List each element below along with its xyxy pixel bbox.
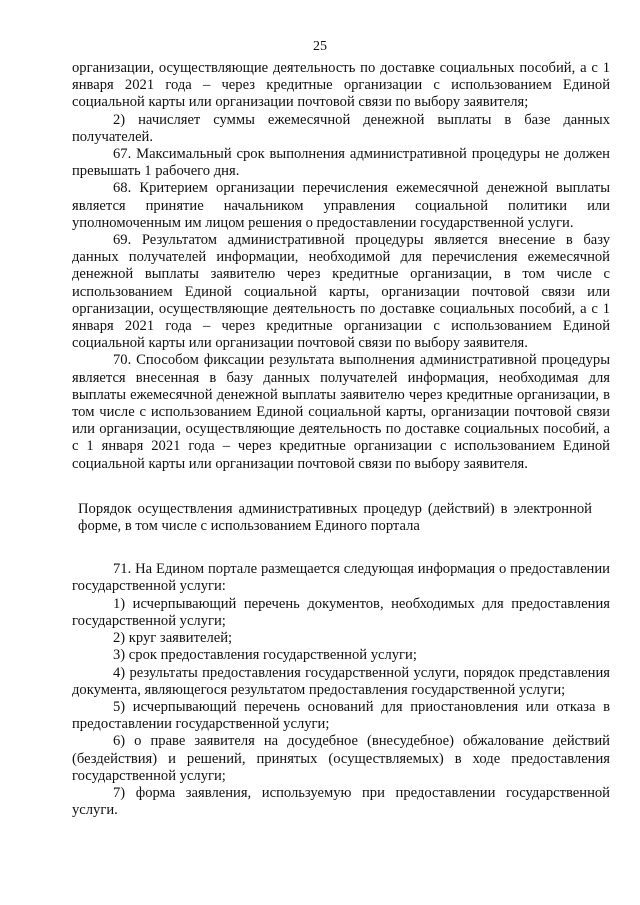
paragraph-67: 67. Максимальный срок выполнения административной процедуры не должен превышать 1 рабочего дня. xyxy=(72,146,610,180)
paragraph-68: 68. Критерием организации перечисления ежемесячной денежной выплаты является принятие начальником управления социальной политики или уполномоченным им лицом решения о предоставлении государственной услуги. xyxy=(72,180,610,231)
list-item-3: 3) срок предоставления государственной услуги; xyxy=(113,647,417,664)
paragraph-71: 71. На Едином портале размещается следующая информация о предоставлении государственной услуги: xyxy=(72,561,610,595)
list-item-1: 1) исчерпывающий перечень документов, необходимых для предоставления государственной услуги; xyxy=(72,595,610,629)
document-body xyxy=(72,60,610,819)
paragraph-continuation: организации, осуществляющие деятельность по доставке социальных пособий, а с 1 января 2021 года – через кредитные организации с использованием Единой социальной карты или организации почтовой связи по выбору заявителя; xyxy=(72,60,610,111)
paragraph-item-2: 2) начисляет суммы ежемесячной денежной выплаты в базе данных получателей. xyxy=(72,111,610,145)
list-item-2: 2) круг заявителей; xyxy=(113,630,233,647)
list-item-4: 4) результаты предоставления государственной услуги, порядок представления документа, являющегося результатом предоставления государственной услуги; xyxy=(72,664,610,698)
section-title: Порядок осуществления административных процедур (действий) в электронной форме, в том числе с использованием Единого портала xyxy=(78,500,592,535)
paragraph-69: 69. Результатом административной процедуры является внесение в базу данных получателей информации, необходимой для перечисления ежемесячной денежной выплаты заявителю через кредитные организации, в том числе с использованием Единой социальной карты, организации почтовой связи или организации, осуществляющие деятельность по доставке социальных пособий, а с 1 января 2021 года – через кредитные организации с использованием Единой социальной карты или организации почтовой связи по выбору заявителя. xyxy=(72,232,610,352)
page-number: 25 xyxy=(313,39,327,54)
list-item-5: 5) исчерпывающий перечень оснований для приостановления или отказа в предоставлении государственной услуги; xyxy=(72,698,610,733)
paragraph-70: 70. Способом фиксации результата выполнения административной процедуры является внесенная в базу данных получателей информация, необходимая для выплаты ежемесячной денежной выплаты заявителю через кредитные организации, в том числе с использованием Единой социальной карты, организации почтовой связи или организации, осуществляющие деятельность по доставке социальных пособий, а с 1 января 2021 года – через кредитные организации с использованием Единой социальной карты или организации почтовой связи по выбору заявителя. xyxy=(72,352,610,472)
list-item-7: 7) форма заявления, используемую при предоставлении государственной услуги. xyxy=(72,784,610,819)
list-item-6: 6) о праве заявителя на досудебное (внесудебное) обжалование действий (бездействия) и решений, принятых (осуществляемых) в ходе предоставления государственной услуги; xyxy=(72,733,610,784)
